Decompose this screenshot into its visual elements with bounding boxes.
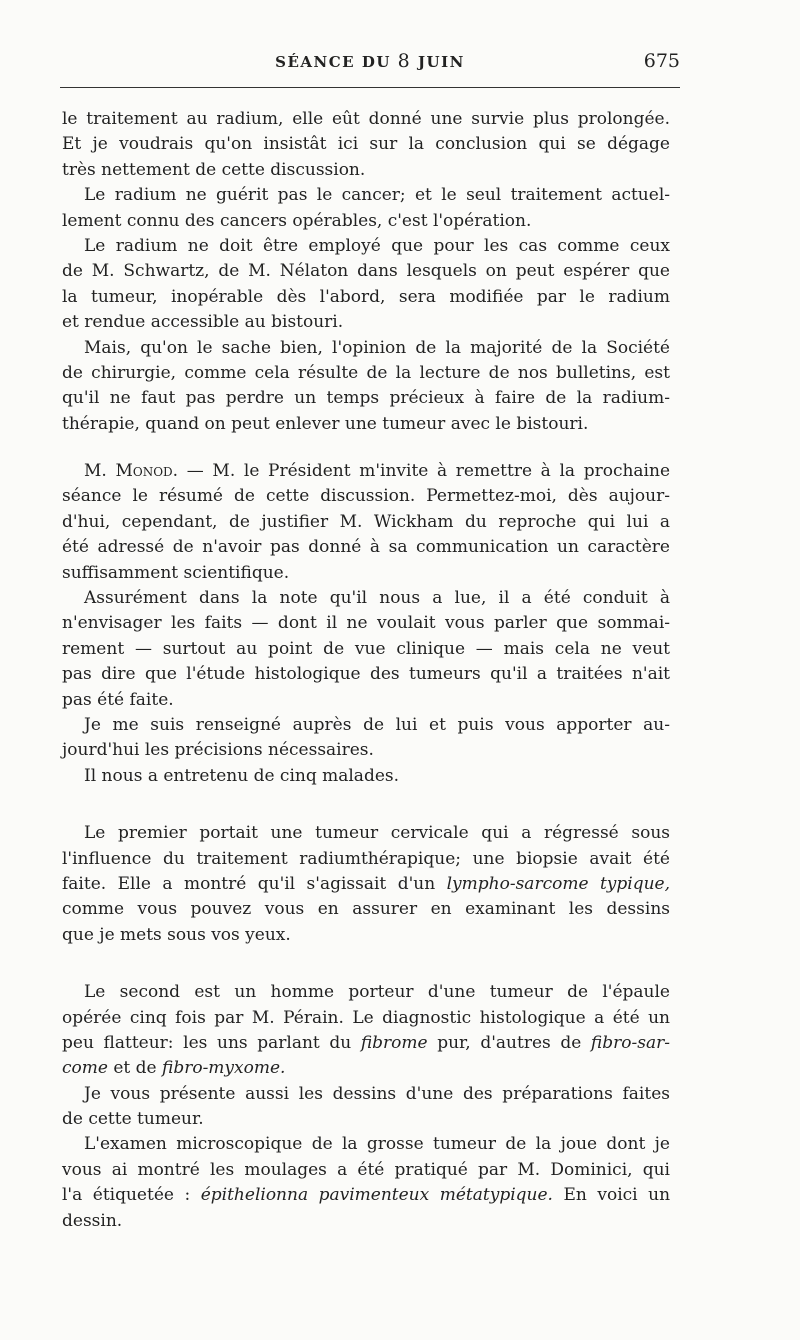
diagnosis-term: lympho-sarcome typique, [446,873,670,894]
text-line: Le radium ne doit être employé que pour les cas comme ceux [84,235,670,256]
text-line: Il nous a entretenu de cinq malades. [84,765,400,786]
page-number: 675 [643,50,680,72]
text-span: faite. Elle a montré qu'il s'agissait d'un [62,873,447,894]
text-line: et rendue accessible au bistouri. [62,312,344,333]
running-head [60,50,680,76]
text-line: pas été faite. [62,689,174,710]
text-line: n'envisager les faits — dont il ne voulait vous parler que sommai- [62,613,670,634]
text-line: suffisamment scientifique. [62,562,290,583]
text-line: d'hui, cependant, de justifier M. Wickham du reproche qui lui a [62,511,670,532]
text-line: vous ai montré les moulages a été pratiqué par M. Dominici, qui [62,1159,670,1180]
speaker-name: M. Monod. [84,461,179,482]
text-span: et de [107,1058,162,1079]
page-body [62,107,670,1234]
title-day: 8 [397,50,412,72]
diagnosis-term: épithelionna pavimenteux métatypique. [200,1185,553,1206]
text-line [62,1183,670,1208]
text-line: Le radium ne guérit pas le cancer; et le seul traitement actuel- [84,185,670,206]
text-line: opérée cinq fois par M. Pérain. Le diagnostic histologique a été un [62,1007,670,1028]
paragraph-gap [62,437,670,459]
text-line [62,1056,670,1081]
text-line: très nettement de cette discussion. [62,159,366,180]
text-span: — M. le Président m'invite à remettre à la prochaine [178,461,671,482]
text-line: Le second est un homme porteur d'une tumeur de l'épaule [84,982,670,1003]
text-line: lement connu des cancers opérables, c'est l'opération. [62,210,532,231]
text-line: dessin. [62,1210,123,1231]
text-line: qu'il ne faut pas perdre un temps précieux à faire de la radium- [62,388,670,409]
text-line: le traitement au radium, elle eût donné une survie plus prolongée. [62,109,670,129]
diagnosis-term: come [62,1058,108,1079]
text-line: jourd'hui les précisions nécessaires. [62,740,374,761]
text-line: l'influence du traitement radiumthérapique; une biopsie avait été [62,848,670,869]
text-line [62,872,670,897]
text-span: peu flatteur: les uns parlant du [62,1032,361,1053]
text-span: l'a étiquetée : [62,1185,201,1206]
text-line: Je me suis renseigné auprès de lui et puis vous apporter au- [84,714,670,735]
text-span: En voici un [552,1185,671,1206]
text-line: été adressé de n'avoir pas donné à sa communication un caractère [62,537,670,558]
section-gap [62,789,670,821]
text-line: Je vous présente aussi les dessins d'une des préparations faites [84,1083,670,1104]
text-line: Le premier portait une tumeur cervicale qui a régressé sous [84,823,670,844]
text-line: Et je voudrais qu'on insistât ici sur la conclusion qui se dégage [62,134,670,155]
text-line [62,459,670,484]
text-line: pas dire que l'étude histologique des tumeurs qu'il a traitées n'ait [62,664,670,685]
text-line: la tumeur, inopérable dès l'abord, sera modifiée par le radium [62,286,670,307]
text-line [62,1031,670,1056]
title-suffix: JUIN [411,53,465,71]
section-gap [62,948,670,980]
text-line: de cette tumeur. [62,1109,204,1130]
header-rule [60,87,680,88]
diagnosis-term: fibrome [360,1032,428,1053]
text-line: de M. Schwartz, de M. Nélaton dans lesquels on peut espérer que [62,261,670,282]
diagnosis-term: fibro-sar- [590,1032,670,1053]
running-title [60,50,680,72]
text-line: de chirurgie, comme cela résulte de la lecture de nos bulletins, est [62,362,670,383]
text-line: Mais, qu'on le sache bien, l'opinion de la majorité de la Société [84,337,670,358]
text-span: pur, d'autres de [427,1032,591,1053]
text-line: Assurément dans la note qu'il nous a lue, il a été conduit à [84,588,670,609]
title-prefix: SÉANCE DU [275,53,398,71]
diagnosis-term: fibro-myxome. [161,1058,286,1079]
text-line: thérapie, quand on peut enlever une tumeur avec le bistouri. [62,413,589,434]
text-line: comme vous pouvez vous en assurer en examinant les dessins [62,899,670,920]
text-line: L'examen microscopique de la grosse tumeur de la joue dont je [84,1134,670,1155]
text-line: rement — surtout au point de vue clinique — mais cela ne veut [62,638,670,659]
text-line: que je mets sous vos yeux. [62,924,291,945]
text-line: séance le résumé de cette discussion. Permettez-moi, dès aujour- [62,486,670,507]
